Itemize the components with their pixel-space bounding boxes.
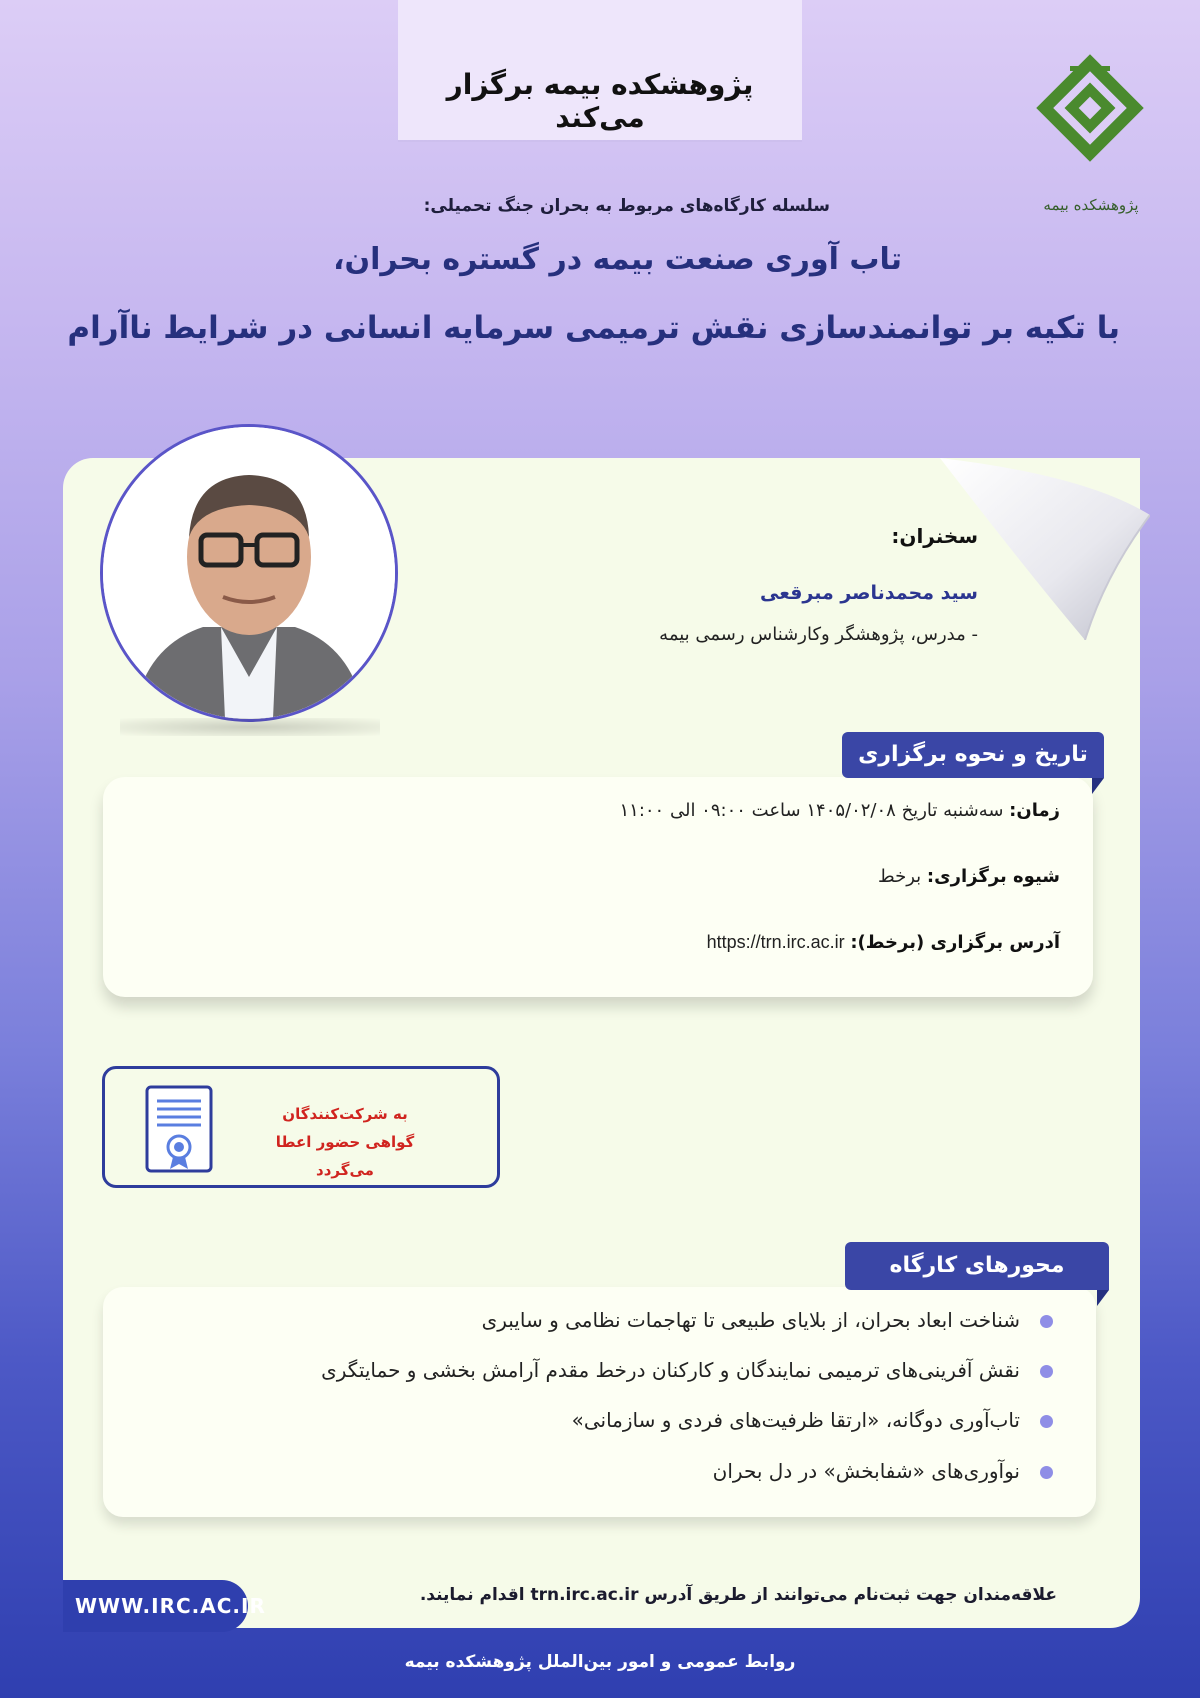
topic-item: شناخت ابعاد بحران، از بلایای طبیعی تا تهاجمات نظامی و سایبری bbox=[481, 1308, 1020, 1332]
bullet-icon bbox=[1040, 1365, 1053, 1378]
certificate-line-2: گواهی حضور اعطا می‌گردد bbox=[275, 1133, 415, 1179]
topics-tab: محورهای کارگاه bbox=[845, 1242, 1109, 1290]
mode-line bbox=[878, 866, 1060, 887]
topics-tab-notch bbox=[1097, 1290, 1109, 1306]
schedule-tab: تاریخ و نحوه برگزاری bbox=[842, 732, 1104, 778]
speaker-portrait-icon bbox=[103, 427, 395, 719]
organizer-text: پژوهشکده بیمه برگزار می‌کند bbox=[446, 68, 754, 134]
time-label: زمان: bbox=[1009, 800, 1060, 821]
series-caption: سلسله کارگاه‌های مربوط به بحران جنگ تحمیلی: bbox=[423, 196, 830, 216]
time-line bbox=[619, 800, 1060, 821]
address-label: آدرس برگزاری (برخط): bbox=[850, 932, 1060, 953]
signup-note: علاقه‌مندان جهت ثبت‌نام می‌توانند از طریق آدرس trn.irc.ac.ir اقدام نمایند. bbox=[419, 1585, 1057, 1605]
photo-shadow bbox=[120, 718, 380, 736]
footer-credit: روابط عمومی و امور بین‌الملل پژوهشکده بیمه bbox=[404, 1652, 796, 1672]
website-link[interactable]: WWW.IRC.AC.IR bbox=[75, 1594, 266, 1618]
speaker-photo bbox=[100, 424, 398, 722]
address-link[interactable]: https://trn.irc.ac.ir bbox=[706, 932, 845, 952]
speakers-label: سخنران: bbox=[891, 524, 978, 548]
certificate-icon bbox=[143, 1085, 215, 1173]
institute-logo-icon bbox=[1030, 48, 1150, 218]
topic-item: تاب‌آوری دوگانه، «ارتقا ظرفیت‌های فردی و سازمانی» bbox=[571, 1408, 1020, 1432]
title-line-2: با تکیه بر توانمندسازی نقش ترمیمی سرمایه انسانی در شرایط ناآرام bbox=[67, 310, 1120, 346]
certificate-text bbox=[245, 1100, 445, 1184]
topic-item: نوآوری‌های «شفابخش» در دل بحران bbox=[712, 1459, 1020, 1483]
mode-value: برخط bbox=[878, 866, 922, 887]
title-line-1: تاب آوری صنعت بیمه در گستره بحران، bbox=[333, 242, 902, 277]
time-value: سه‌شنبه تاریخ ۱۴۰۵/۰۲/۰۸ ساعت ۰۹:۰۰ الی ۱۱:۰۰ bbox=[619, 800, 1004, 821]
organizer-banner bbox=[398, 0, 802, 140]
topic-item: نقش آفرینی‌های ترمیمی نمایندگان و کارکنان درخط مقدم آرامش بخشی و حمایتگری bbox=[321, 1358, 1020, 1382]
bullet-icon bbox=[1040, 1415, 1053, 1428]
mode-label: شیوه برگزاری: bbox=[926, 866, 1060, 887]
address-line bbox=[707, 932, 1060, 953]
speaker-role: - مدرس، پژوهشگر وکارشناس رسمی بیمه bbox=[659, 624, 978, 645]
certificate-line-1: به شرکت‌کنندگان bbox=[282, 1105, 408, 1123]
schedule-tab-notch bbox=[1092, 778, 1104, 794]
bullet-icon bbox=[1040, 1315, 1053, 1328]
speaker-name: سید محمدناصر مبرقعی bbox=[760, 582, 978, 604]
logo-text: پژوهشکده بیمه bbox=[1043, 196, 1139, 214]
bullet-icon bbox=[1040, 1466, 1053, 1479]
